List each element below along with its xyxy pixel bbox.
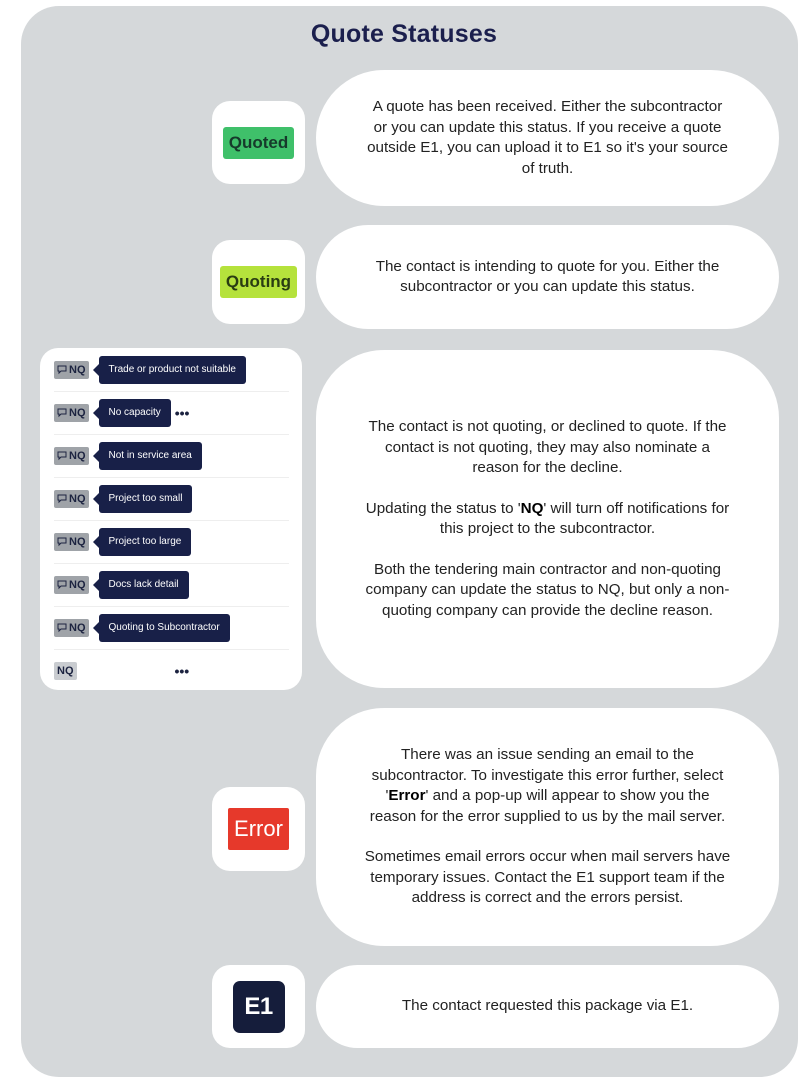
nq-reason-row bbox=[54, 520, 289, 564]
nq-status-tag[interactable] bbox=[54, 404, 89, 422]
quoted-status-badge: Quoted bbox=[223, 127, 295, 159]
more-options-icon[interactable]: ••• bbox=[174, 662, 190, 679]
comment-icon bbox=[57, 623, 67, 633]
decline-reason-tooltip: Quoting to Subcontractor bbox=[99, 614, 230, 642]
quoted-icon-card bbox=[212, 101, 305, 184]
nq-reason-row bbox=[54, 649, 289, 692]
nq-reason-row bbox=[54, 391, 289, 435]
nq-reason-row bbox=[54, 563, 289, 607]
nq-reasons-card bbox=[40, 348, 302, 690]
nq-status-tag[interactable] bbox=[54, 447, 89, 465]
nq-status-tag[interactable] bbox=[54, 361, 89, 379]
quoted-description: A quote has been received. Either the subcontractor or you can update this status. If you receive a quote outside E1, you can upload it to E1 so it's your source of truth. bbox=[367, 98, 728, 177]
quoted-description-bubble bbox=[316, 70, 779, 206]
nq-reason-row bbox=[54, 606, 289, 650]
nq-status-tag[interactable]: NQ bbox=[54, 662, 77, 680]
nq-tag-label: NQ bbox=[69, 406, 86, 419]
error-description-bubble bbox=[316, 708, 779, 946]
nq-tag-label: NQ bbox=[69, 578, 86, 591]
error-status-badge: Error bbox=[228, 808, 289, 850]
e1-icon-card bbox=[212, 965, 305, 1048]
nq-description-1: The contact is not quoting, or declined to quote. If the contact is not quoting, they may also nominate a reason for the decline. bbox=[368, 418, 727, 476]
comment-icon bbox=[57, 537, 67, 547]
decline-reason-tooltip: Not in service area bbox=[99, 442, 202, 470]
nq-reason-row bbox=[54, 348, 289, 392]
quoting-description-bubble bbox=[316, 225, 779, 329]
nq-reason-row bbox=[54, 477, 289, 521]
page-title: Quote Statuses bbox=[310, 20, 498, 48]
e1-description: The contact requested this package via E1. bbox=[401, 997, 694, 1015]
quoting-icon-card bbox=[212, 240, 305, 324]
decline-reason-tooltip: Project too large bbox=[99, 528, 192, 556]
e1-description-bubble bbox=[316, 965, 779, 1048]
quoting-description: The contact is intending to quote for you. Either the subcontractor or you can update this status. bbox=[375, 257, 720, 295]
nq-description-2: Updating the status to 'NQ' will turn off notifications for this project to the subcontractor. bbox=[365, 499, 730, 537]
nq-status-tag[interactable] bbox=[54, 576, 89, 594]
error-description-1: There was an issue sending an email to the subcontractor. To investigate this error further, select 'Error' and a pop-up will appear to show you the reason for the error supplied to us by the mail server. bbox=[369, 746, 726, 825]
error-icon-card bbox=[212, 787, 305, 871]
decline-reason-tooltip: Project too small bbox=[99, 485, 193, 513]
nq-tag-label: NQ bbox=[69, 449, 86, 462]
nq-tag-label: NQ bbox=[69, 363, 86, 376]
more-options-icon[interactable]: ••• bbox=[174, 404, 190, 421]
nq-status-tag[interactable] bbox=[54, 490, 89, 508]
comment-icon bbox=[57, 408, 67, 418]
nq-tag-label: NQ bbox=[69, 621, 86, 634]
nq-reason-row bbox=[54, 434, 289, 478]
comment-icon bbox=[57, 494, 67, 504]
comment-icon bbox=[57, 365, 67, 375]
comment-icon bbox=[57, 451, 67, 461]
nq-status-tag[interactable] bbox=[54, 619, 89, 637]
nq-tag-label: NQ bbox=[69, 492, 86, 505]
nq-description-bubble bbox=[316, 350, 779, 688]
e1-status-badge: E1 bbox=[233, 981, 285, 1033]
nq-tag-label: NQ bbox=[69, 535, 86, 548]
decline-reason-tooltip: Docs lack detail bbox=[99, 571, 189, 599]
quoting-status-badge: Quoting bbox=[220, 266, 297, 298]
error-description-2: Sometimes email errors occur when mail servers have temporary issues. Contact the E1 support team if the address is correct and the errors persist. bbox=[364, 848, 731, 907]
nq-description-3: Both the tendering main contractor and non-quoting company can update the status to NQ, but only a non-quoting company can provide the decline reason. bbox=[365, 560, 730, 619]
comment-icon bbox=[57, 580, 67, 590]
decline-reason-tooltip: Trade or product not suitable bbox=[99, 356, 246, 384]
nq-status-tag[interactable] bbox=[54, 533, 89, 551]
decline-reason-tooltip: No capacity bbox=[99, 399, 171, 427]
